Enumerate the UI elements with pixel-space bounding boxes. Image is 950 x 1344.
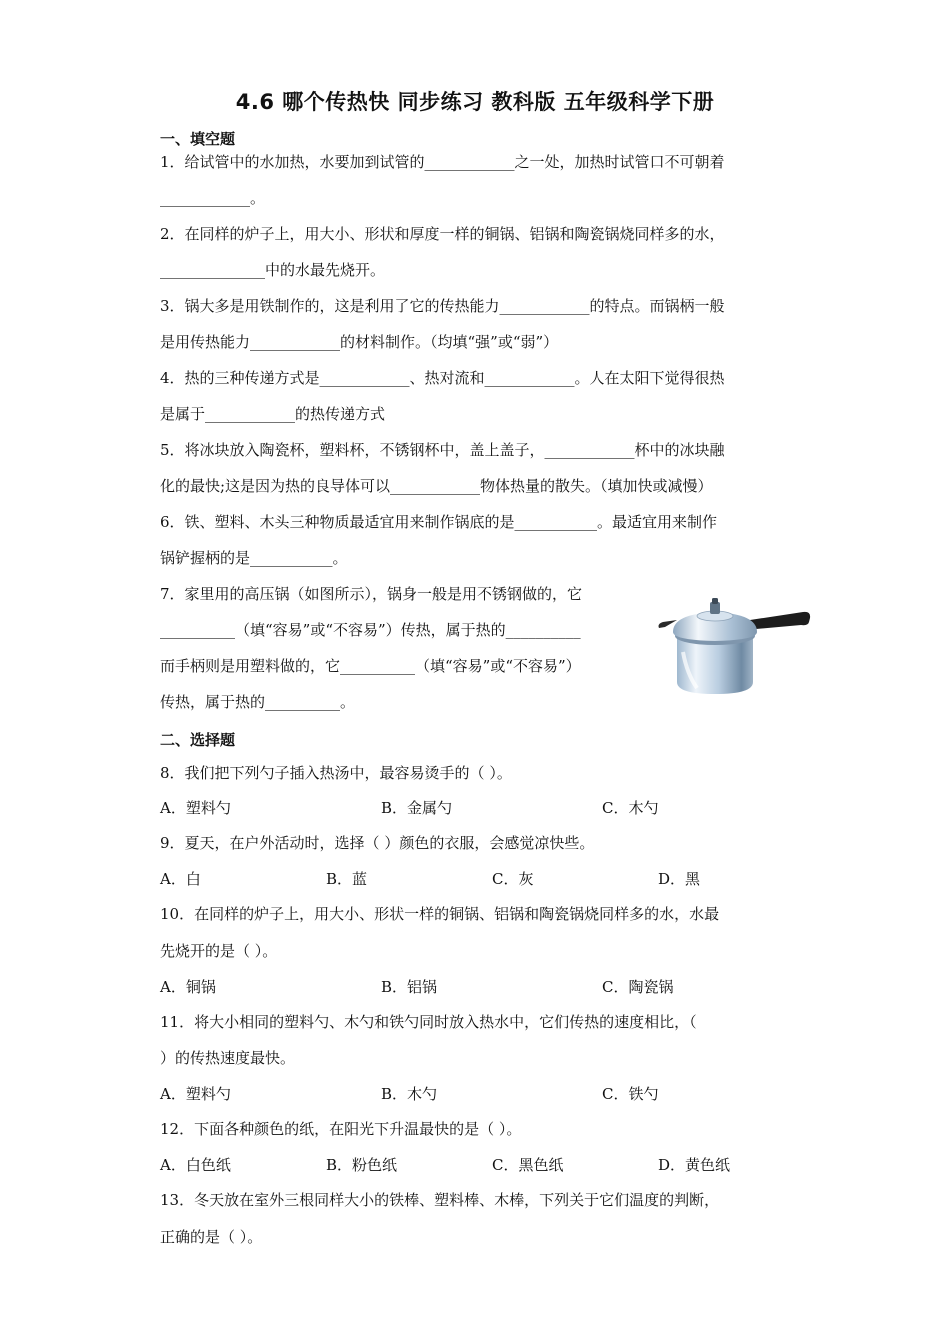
q11-option-a[interactable]: A．塑料勺: [160, 1085, 231, 1103]
q10-stem-line-1: 10．在同样的炉子上，用大小、形状一样的铜锅、铝锅和陶瓷锅烧同样多的水，水最: [160, 905, 720, 923]
q8-option-a[interactable]: A．塑料勺: [160, 799, 231, 817]
q2-line-2: ______________中的水最先烧开。: [160, 261, 386, 279]
q3-line-2: 是用传热能力____________的材料制作。（均填“强”或“弱”）: [160, 333, 559, 351]
q6-line-2: 锅铲握柄的是___________。: [160, 549, 348, 567]
q7-line-3: 而手柄则是用塑料做的，它__________（填“容易”或“不容易”）: [160, 657, 581, 675]
q5-line-1: 5．将冰块放入陶瓷杯，塑料杯，不锈钢杯中，盖上盖子，____________杯中的冰块融: [160, 441, 725, 459]
q2-line-1: 2．在同样的炉子上，用大小、形状和厚度一样的铜锅、铝锅和陶瓷锅烧同样多的水，: [160, 225, 725, 243]
q4-line-1: 4．热的三种传递方式是____________、热对流和____________。人在太阳下觉得很热: [160, 369, 725, 387]
q9-option-c[interactable]: C．灰: [492, 870, 534, 888]
q12-option-d[interactable]: D．黄色纸: [658, 1156, 731, 1174]
page-title: 4.6 哪个传热快 同步练习 教科版 五年级科学下册: [235, 90, 715, 114]
q8-stem: 8．我们把下列勺子插入热汤中，最容易烫手的（ ）。: [160, 764, 512, 782]
q4-line-2: 是属于____________的热传递方式: [160, 405, 386, 423]
q12-option-c[interactable]: C．黑色纸: [492, 1156, 564, 1174]
q8-option-b[interactable]: B．金属勺: [381, 799, 453, 817]
q5-line-2: 化的最快;这是因为热的良导体可以____________物体热量的散失。（填加快或减慢）: [160, 477, 713, 495]
q9-option-b[interactable]: B．蓝: [326, 870, 368, 888]
q9-stem: 9．夏天，在户外活动时，选择（ ）颜色的衣服，会感觉凉快些。: [160, 834, 595, 852]
q12-option-a[interactable]: A．白色纸: [160, 1156, 231, 1174]
pressure-cooker-icon: [653, 594, 813, 698]
q10-stem-line-2: 先烧开的是（ ）。: [160, 942, 278, 960]
q11-option-b[interactable]: B．木勺: [381, 1085, 438, 1103]
q8-option-c[interactable]: C．木勺: [602, 799, 659, 817]
q6-line-1: 6．铁、塑料、木头三种物质最适宜用来制作锅底的是___________。最适宜用来制作: [160, 513, 718, 531]
q9-option-d[interactable]: D．黑: [658, 870, 701, 888]
q7-line-2: __________（填“容易”或“不容易”）传热，属于热的__________: [160, 621, 581, 639]
q11-stem-line-2: ）的传热速度最快。: [160, 1049, 296, 1067]
q11-option-c[interactable]: C．铁勺: [602, 1085, 659, 1103]
q10-option-c[interactable]: C．陶瓷锅: [602, 978, 674, 996]
q13-stem-line-2: 正确的是（ ）。: [160, 1228, 263, 1246]
q12-stem: 12．下面各种颜色的纸，在阳光下升温最快的是（ ）。: [160, 1120, 522, 1138]
q1-line-1: 1．给试管中的水加热，水要加到试管的____________之一处，加热时试管口不可朝着: [160, 153, 725, 171]
q3-line-1: 3．锅大多是用铁制作的，这是利用了它的传热能力____________的特点。而锅柄一般: [160, 297, 725, 315]
q1-line-2: ____________。: [160, 189, 266, 207]
q13-stem-line-1: 13．冬天放在室外三根同样大小的铁棒、塑料棒、木棒，下列关于它们温度的判断，: [160, 1191, 720, 1209]
q10-option-b[interactable]: B．铝锅: [381, 978, 438, 996]
q11-stem-line-1: 11．将大小相同的塑料勺、木勺和铁勺同时放入热水中，它们传热的速度相比，（: [160, 1013, 697, 1031]
section-heading-fill: 一、填空题: [160, 130, 236, 148]
q12-option-b[interactable]: B．粉色纸: [326, 1156, 398, 1174]
q9-option-a[interactable]: A．白: [160, 870, 201, 888]
q10-option-a[interactable]: A．铜锅: [160, 978, 216, 996]
q7-line-1: 7．家里用的高压锅（如图所示），锅身一般是用不锈钢做的，它: [160, 585, 583, 603]
section-heading-choice: 二、选择题: [160, 731, 236, 749]
q7-line-4: 传热，属于热的__________。: [160, 693, 356, 711]
